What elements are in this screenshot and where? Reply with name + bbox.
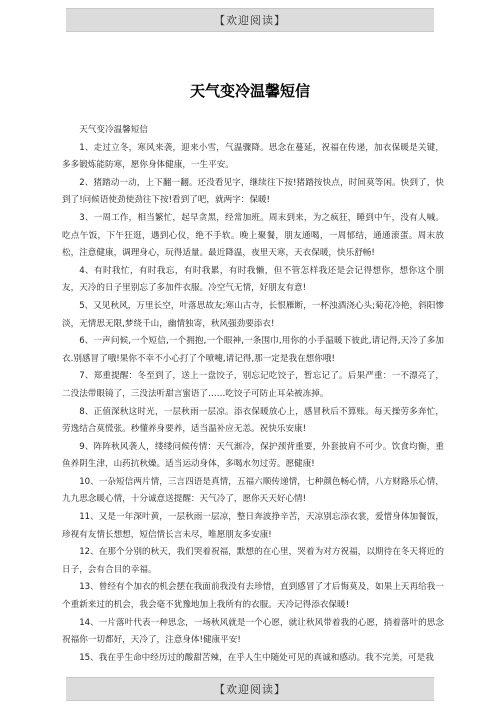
paragraph-2: 2、猪踏动一动，上下翻一翻。还没看见字，继续往下按!猪踏按快点，时间莫等闲。快到了，快到了!问候语使劲使劲往下按!看到了吧，就两字：保暖! [62, 177, 444, 206]
paragraph-12: 12、在那个分别的秋天，我们哭着祝福，默想的在心里，哭着为对方祝福，以期待在冬天将近的日子，会有合目的幸福。 [62, 547, 444, 575]
paragraph-8: 8、正值深秋这时光，一层秋雨一层凉。添衣保暖放心上，感冒秋后不算账。每天操劳多奔忙，劳逸结合莫慌张。秒懂养身要养，适当温补应无恙。祝快乐安康! [62, 406, 444, 435]
paragraph-11: 11、又是一年深叶黄，一层秋雨一层凉，整日奔波挣辛苦，天凉别忘添衣裳，爱惜身体加餐饭，珍视有友情长想想，短信情长言未尽，唯愿朋友多安康! [62, 512, 444, 540]
header-banner: 【欢迎阅读】 [66, 8, 434, 32]
paragraph-1: 1、走过立冬，寒风来袭，迎来小雪，气温骤降。思念在蔓延，祝福在传递，加衣保暖是关键，多多锻炼能防寒，愿你身体健康，一生平安。 [62, 142, 444, 171]
paragraph-9: 9、阵阵秋风袭人，缕缕问候传情：天气渐冷，保护颈背重要，外套披肩不可少。饮食均衡，重鱼养阴生津，山药抗秋燥。适当运动身体，多喝水勿过劳。愿健康! [62, 441, 444, 470]
document-body [62, 122, 444, 667]
page-title: 天气变冷温馨短信 [189, 82, 310, 100]
paragraph-7: 7、郑重提醒：冬至到了，送上一盘饺子，别忘记吃饺子，暂忘记了。后果严重：一不漂亮了，二没法带眼镜了，三没法听甜言蜜语了……吃饺子可防止耳朵被冻掉。 [62, 371, 444, 399]
paragraph-15: 15、我在乎生命中经历过的酸甜苦辣，在乎人生中随处可见的真诚和感动。我不完美，可是我 [79, 652, 434, 663]
paragraph-6: 6、一声问候,一个短信,一个拥抱,一个眼神,一条围巾,用你的小手温暖下彼此,请记得,天冷了多加衣.别感冒了哦!果你不幸不小心打了个喷嚏,请记得,那一定是我在想你哦! [62, 336, 444, 364]
footer-banner: 【欢迎阅读】 [66, 677, 434, 701]
paragraph-3: 3、一周工作，相当繁忙，起早贪黑，经常加班。周末到来，为之疯狂，睡到中午，没有人喊。吃点午饭，下午狂逛，遇到心仪，绝不手软。晚上聚餐，朋友通喝，一周郁结，通通滚蛋。周末放松，注意健康，调理身心，玩得适量。最近降温，夜里天寒，天衣保暖，快乐舒畅! [62, 212, 444, 259]
paragraph-4: 4、有时我忙，有时我忘，有时我累，有时我懒，但不管怎样我还是会记得想你，想你这个朋友，天冷的日子里别忘了多加件衣服。冷空气无情，好朋友有意! [62, 265, 444, 294]
paragraph-5: 5、又见秋风，万里长空，叶落思故友;寒山古寺，长恨雁断，一杯浊酒浇心头;菊花冷艳，斜阳惨淡，无情思无限,梦绕千山，幽情独寄，秋风强劲要添衣! [62, 300, 444, 329]
section-subtitle: 天气变冷温馨短信 [79, 125, 148, 135]
paragraph-13: 13、曾经有个加衣的机会摆在我面前我没有去珍惜，直到感冒了才后悔莫及，如果上天再给我一个重新来过的机会，我会毫不犹豫地加上我所有的衣服。天冷记得添衣保暖! [62, 582, 444, 611]
paragraph-10: 10、一杂短信两片情，三言四语是真情，五福六顺传递情，七种颜色畅心情，八方财路乐心情，九九思念暖心情，十分诚意送提醒：天气冷了，愿你天天好心情! [62, 476, 444, 505]
paragraph-14: 14、一片落叶代表一种思念，一场秋风就是一个心愿，就让秋风带着我的心愿，捎着落叶的思念祝福你一切都好，天冷了，注意身体!健康平安! [62, 617, 444, 646]
